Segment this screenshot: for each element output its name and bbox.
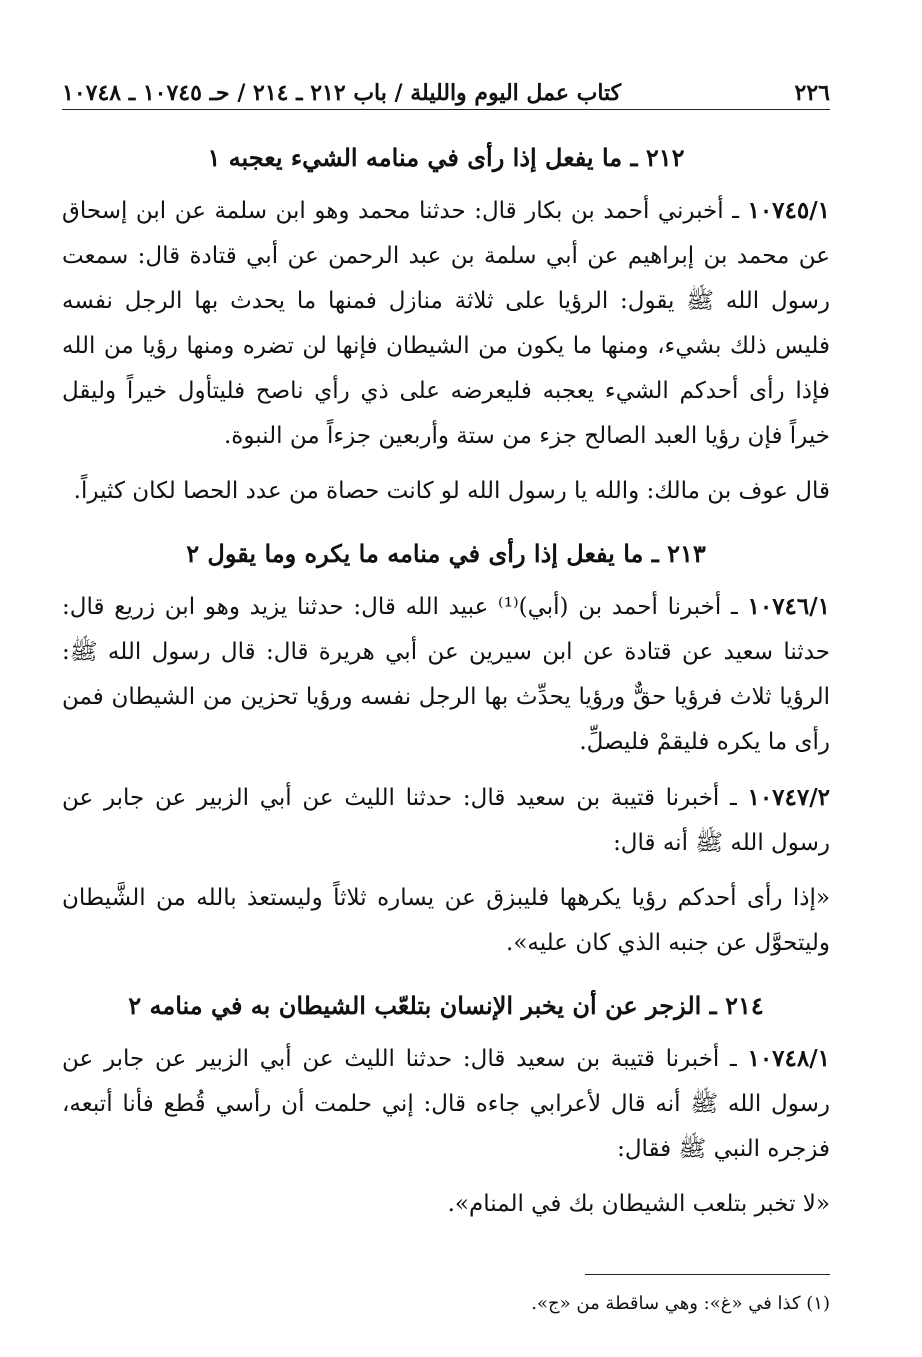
- hadith-paragraph: [62, 1036, 830, 1172]
- chapter-heading-214: ٢١٤ ـ الزجر عن أن يخبر الإنسان بتلعّب الشيطان به في منامه ٢: [128, 991, 764, 1020]
- hadith-paragraph: [62, 775, 830, 866]
- chapter-heading-213: ٢١٣ ـ ما يفعل إذا رأى في منامه ما يكره وما يقول ٢: [186, 539, 706, 568]
- hadith-text: ـ أخبرنا قتيبة بن سعيد قال: حدثنا الليث عن أبي الزبير عن جابر عن رسول الله ﷺ أنه قال:: [62, 785, 830, 856]
- hadith-text: قال عوف بن مالك: والله يا رسول الله لو كانت حصاة من عدد الحصا لكان كثيراً.: [73, 478, 830, 504]
- footnote-divider: [585, 1274, 830, 1275]
- chapter-heading-212: ٢١٢ ـ ما يفعل إذا رأى في منامه الشيء يعجبه ١: [207, 143, 685, 172]
- page-number: ٢٢٦: [794, 80, 830, 106]
- hadith-text: «إذا رأى أحدكم رؤيا يكرهها فليبزق عن يساره ثلاثاً وليستعذ بالله من الشَّيطان وليتحوَّل عن جنبه الذي كان عليه».: [62, 885, 830, 956]
- hadith-paragraph: [62, 469, 830, 514]
- hadith-number: ١٠٧٤٥/١: [747, 197, 830, 224]
- hadith-paragraph: [62, 188, 830, 459]
- running-header: [62, 76, 830, 110]
- hadith-paragraph: [62, 584, 830, 765]
- footnote: (١) كذا في «غ»: وهي ساقطة من «ج».: [531, 1293, 830, 1314]
- hadith-text: «لا تخبر بتلعب الشيطان بك في المنام».: [447, 1191, 830, 1217]
- page-body: [62, 136, 830, 1237]
- hadith-quote: [62, 876, 830, 966]
- hadith-number: ١٠٧٤٧/٢: [747, 784, 830, 811]
- hadith-number: ١٠٧٤٨/١: [747, 1045, 830, 1072]
- hadith-text: ـ أخبرنا أحمد بن (أبي)⁽¹⁾ عبيد الله قال: حدثنا يزيد وهو ابن زريع قال: حدثنا سعيد عن قتادة عن ابن سيرين عن أبي هريرة قال: قال رسول الله ﷺ: الرؤيا ثلاث فرؤيا حقٌّ ورؤيا يحدِّث بها الرجل نفسه ورؤيا تحزين من الشيطان فمن رأى ما يكره فليقمْ فليصلِّ.: [62, 594, 830, 755]
- running-header-title: كتاب عمل اليوم والليلة / باب ٢١٢ ـ ٢١٤ / حـ ١٠٧٤٥ ـ ١٠٧٤٨: [62, 80, 622, 106]
- hadith-text: ـ أخبرني أحمد بن بكار قال: حدثنا محمد وهو ابن سلمة عن ابن إسحاق عن محمد بن إبراهيم عن أبي سلمة بن عبد الرحمن عن أبي قتادة قال: سمعت رسول الله ﷺ يقول: الرؤيا على ثلاثة منازل فمنها ما يحدث بها الرجل نفسه فليس ذلك بشيء، ومنها ما يكون من الشيطان فإنها لن تضره ومنها رؤيا من الله فإذا رأى أحدكم الشيء يعجبه فليعرضه على ذي رأي ناصح فليتأول خيراً وليقل خيراً فإن رؤيا العبد الصالح جزء من ستة وأربعين جزءاً من النبوة.: [62, 198, 830, 449]
- hadith-quote: [62, 1182, 830, 1227]
- hadith-text: ـ أخبرنا قتيبة بن سعيد قال: حدثنا الليث عن أبي الزبير عن جابر عن رسول الله ﷺ أنه قال لأعرابي جاءه قال: إني حلمت أن رأسي قُطع فأنا أتبعه، فزجره النبي ﷺ فقال:: [62, 1046, 830, 1162]
- hadith-number: ١٠٧٤٦/١: [747, 593, 831, 620]
